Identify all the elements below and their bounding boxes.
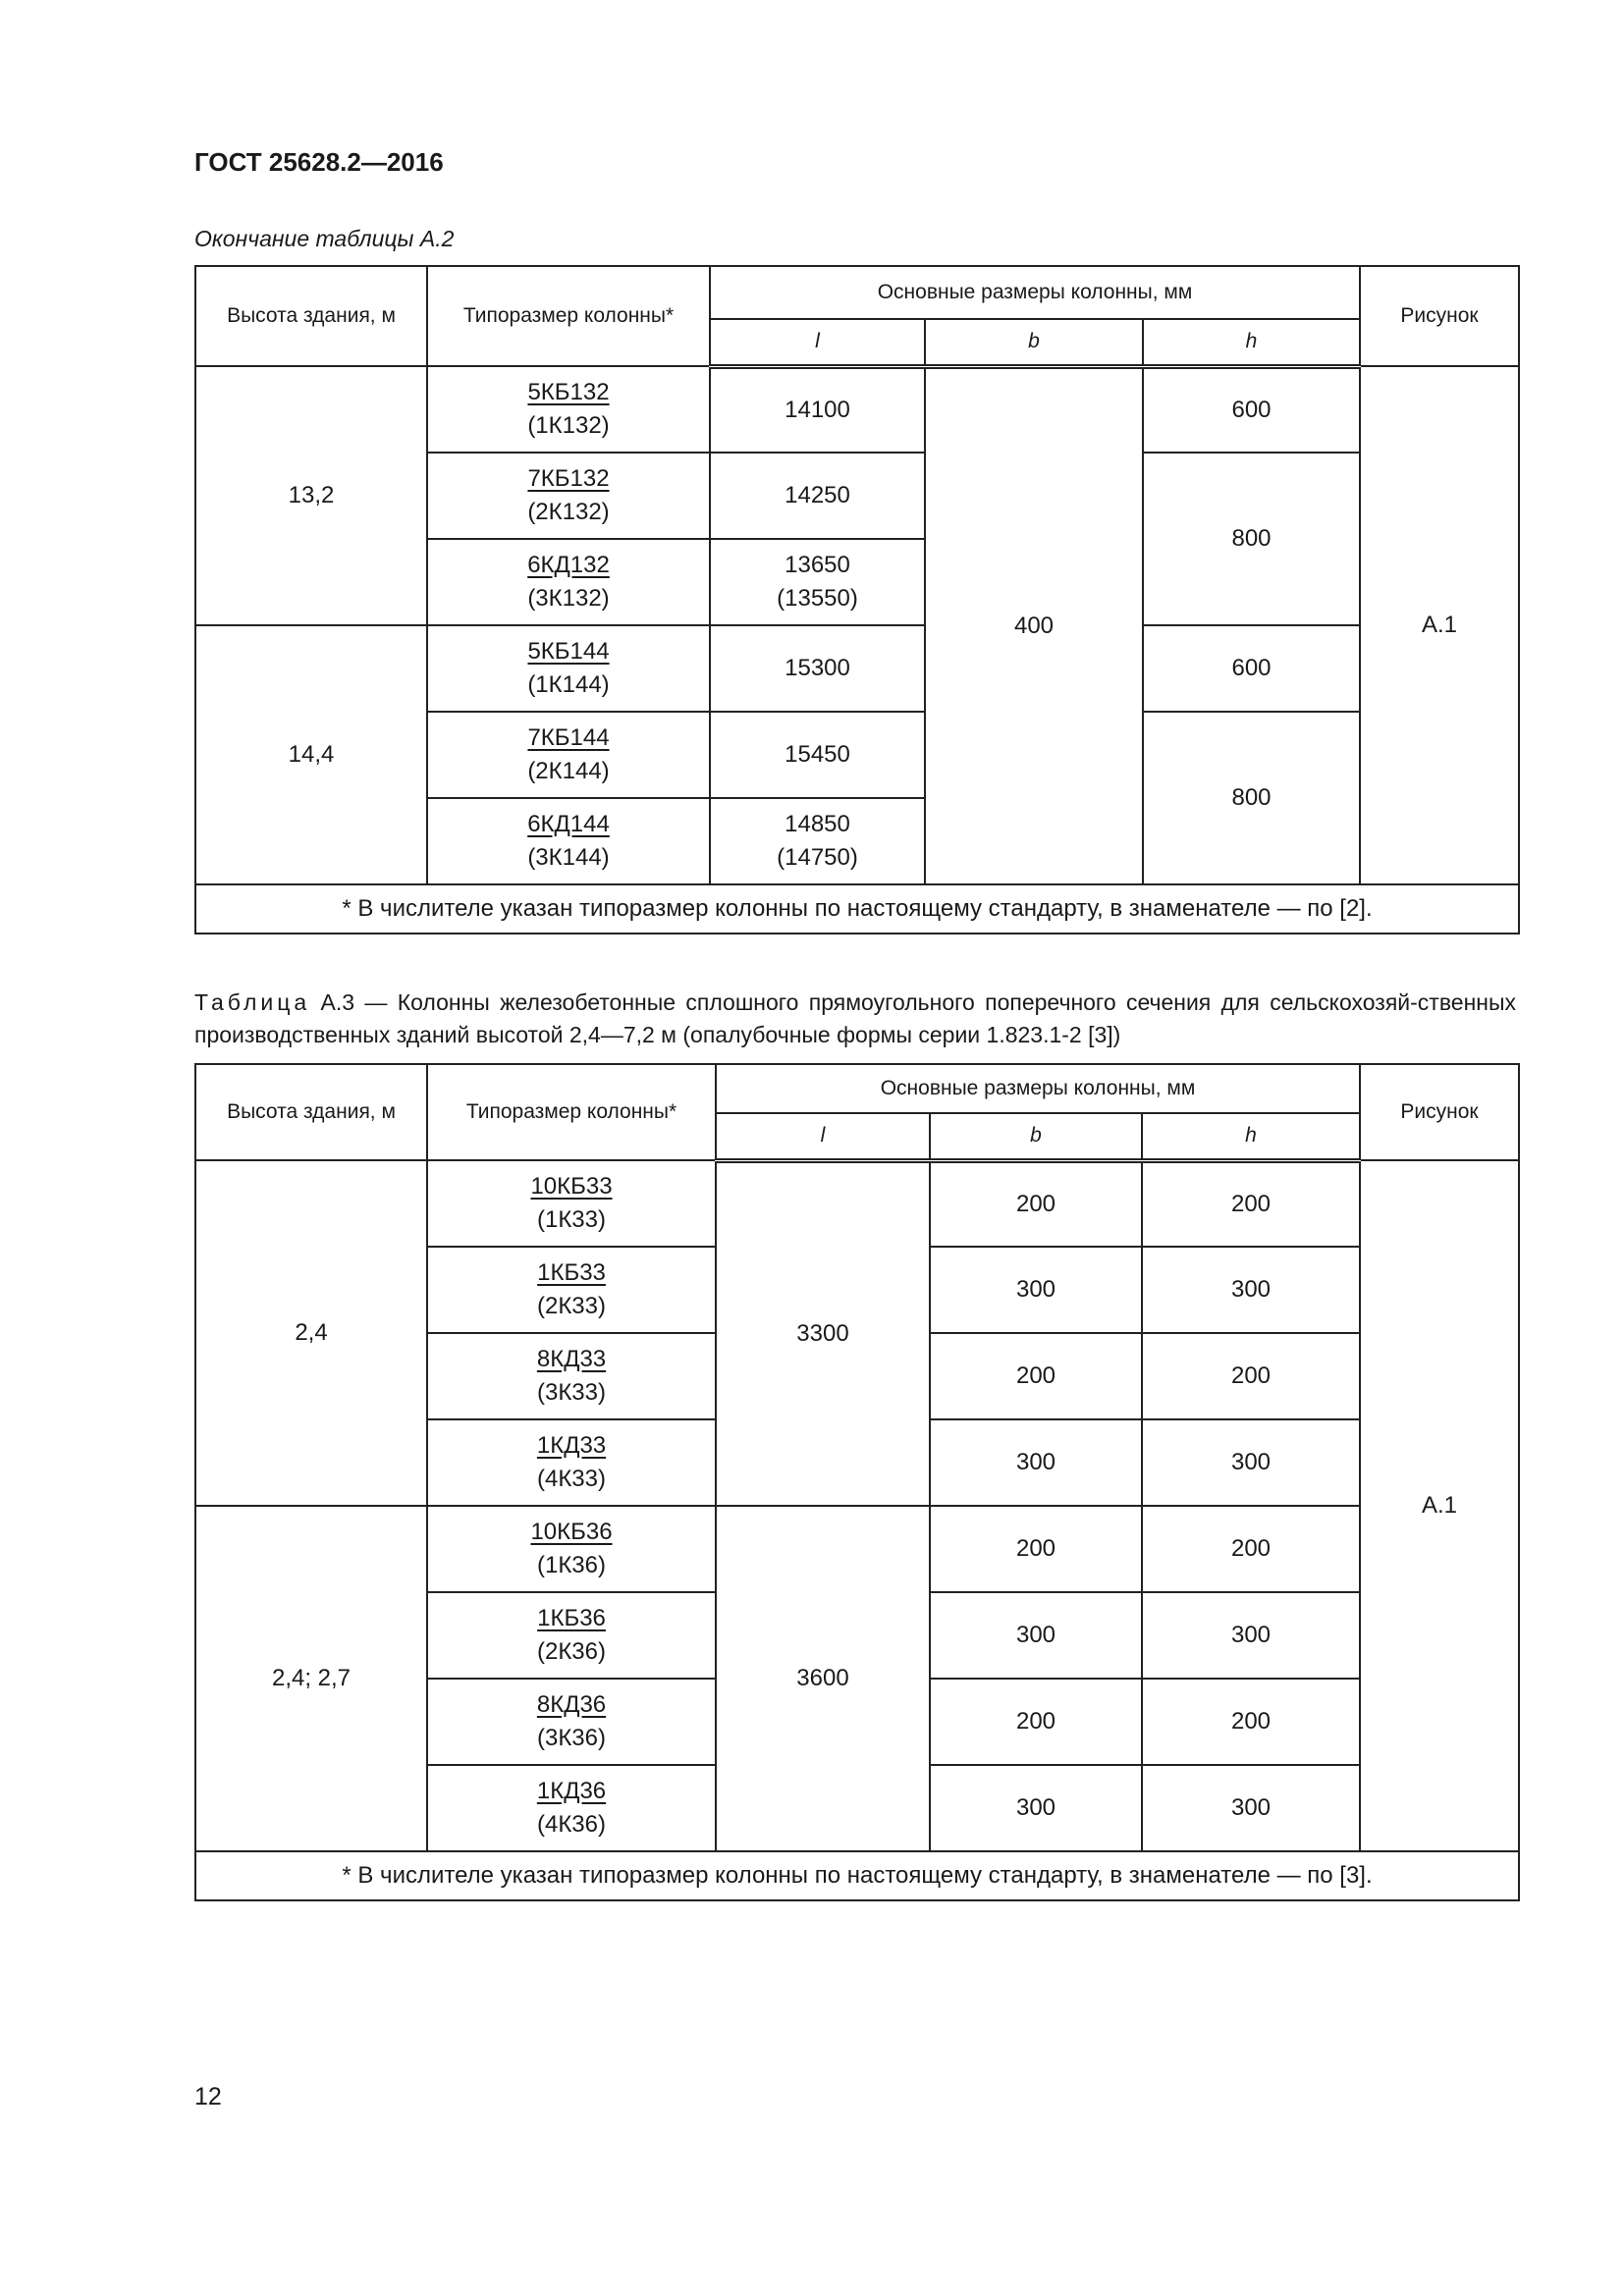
l-cell: 14100 (710, 366, 925, 453)
header-figure: Рисунок (1360, 266, 1519, 366)
h-cell: 300 (1142, 1247, 1360, 1333)
type-denominator: (2К132) (527, 499, 610, 525)
b-cell: 200 (930, 1160, 1142, 1247)
header-h: h (1143, 319, 1360, 366)
type-cell (427, 625, 710, 712)
l-cell: 15450 (710, 712, 925, 798)
b-cell: 400 (925, 366, 1143, 884)
header-h: h (1142, 1113, 1360, 1160)
l-value-alt: (13550) (777, 585, 858, 612)
h-cell: 800 (1143, 712, 1360, 884)
type-numerator: 1КД36 (536, 1778, 607, 1804)
l-cell: 14250 (710, 453, 925, 539)
document-code: ГОСТ 25628.2—2016 (194, 147, 444, 177)
table-row (195, 366, 1519, 453)
l-cell: 15300 (710, 625, 925, 712)
header-height: Высота здания, м (195, 266, 427, 366)
table-a3-title (194, 987, 1516, 1051)
header-dims: Основные размеры колонны, мм (716, 1064, 1360, 1113)
type-denominator: (2К36) (536, 1638, 606, 1665)
table-row (195, 1160, 1519, 1247)
type-cell (427, 1160, 716, 1247)
type-cell (427, 712, 710, 798)
type-denominator: (3К144) (527, 844, 610, 871)
type-cell (427, 1247, 716, 1333)
header-dims: Основные размеры колонны, мм (710, 266, 1360, 319)
header-type: Типоразмер колонны* (427, 266, 710, 366)
l-cell: 3600 (716, 1506, 930, 1851)
h-cell: 600 (1143, 366, 1360, 453)
type-cell (427, 1506, 716, 1592)
type-cell (427, 1679, 716, 1765)
figure-cell: А.1 (1360, 366, 1519, 884)
type-denominator: (1К36) (536, 1552, 606, 1578)
h-cell: 200 (1142, 1160, 1360, 1247)
h-cell: 200 (1142, 1506, 1360, 1592)
figure-cell: А.1 (1360, 1160, 1519, 1851)
h-cell: 800 (1143, 453, 1360, 625)
type-numerator: 7КБ144 (527, 724, 610, 751)
height-cell: 14,4 (195, 625, 427, 884)
table-row (195, 625, 1519, 712)
type-numerator: 1КБ36 (537, 1605, 606, 1631)
table-a3 (194, 1063, 1520, 1901)
header-b: b (925, 319, 1143, 366)
type-denominator: (2К33) (536, 1293, 606, 1319)
header-l: l (710, 319, 925, 366)
type-numerator: 6КД144 (527, 811, 610, 837)
b-cell: 300 (930, 1419, 1142, 1506)
type-numerator: 7КБ132 (527, 465, 610, 492)
type-cell (427, 1333, 716, 1419)
type-numerator: 1КД33 (536, 1432, 607, 1459)
type-cell (427, 539, 710, 625)
type-numerator: 8КД36 (536, 1691, 607, 1718)
h-cell: 600 (1143, 625, 1360, 712)
table-a2 (194, 265, 1520, 934)
l-cell (710, 539, 925, 625)
b-cell: 200 (930, 1333, 1142, 1419)
l-cell (710, 798, 925, 884)
l-cell: 3300 (716, 1160, 930, 1506)
height-cell: 13,2 (195, 366, 427, 625)
height-cell: 2,4; 2,7 (195, 1506, 427, 1851)
type-denominator: (4К33) (536, 1466, 606, 1492)
h-cell: 200 (1142, 1679, 1360, 1765)
header-figure: Рисунок (1360, 1064, 1519, 1160)
type-denominator: (2К144) (527, 758, 610, 784)
b-cell: 300 (930, 1765, 1142, 1851)
header-type: Типоразмер колонны* (427, 1064, 716, 1160)
table-a3-title-text: А.3 — Колонны железобетонные сплошного прямоугольного поперечного сечения для сельскохозяй-ственных производственных зданий высотой 2,4—7,2 м (опалубочные формы серии 1.823.1-2 [3]) (194, 989, 1516, 1047)
l-value: 13650 (785, 552, 850, 578)
type-denominator: (3К36) (536, 1725, 606, 1751)
l-value: 14850 (785, 811, 850, 837)
b-cell: 200 (930, 1679, 1142, 1765)
table-row (195, 1506, 1519, 1592)
h-cell: 300 (1142, 1592, 1360, 1679)
h-cell: 200 (1142, 1333, 1360, 1419)
header-height: Высота здания, м (195, 1064, 427, 1160)
type-denominator: (3К33) (536, 1379, 606, 1406)
page-number: 12 (194, 2083, 222, 2110)
type-numerator: 10КБ36 (530, 1519, 613, 1545)
header-b: b (930, 1113, 1142, 1160)
b-cell: 200 (930, 1506, 1142, 1592)
height-cell: 2,4 (195, 1160, 427, 1506)
type-numerator: 1КБ33 (537, 1259, 606, 1286)
type-denominator: (3К132) (527, 585, 610, 612)
type-denominator: (1К144) (527, 671, 610, 698)
type-numerator: 8КД33 (536, 1346, 607, 1372)
b-cell: 300 (930, 1247, 1142, 1333)
header-l: l (716, 1113, 930, 1160)
type-denominator: (4К36) (536, 1811, 606, 1838)
table-a3-title-prefix: Таблица (194, 989, 311, 1015)
type-cell (427, 1765, 716, 1851)
b-cell: 300 (930, 1592, 1142, 1679)
type-cell (427, 1419, 716, 1506)
h-cell: 300 (1142, 1419, 1360, 1506)
type-denominator: (1К33) (536, 1206, 606, 1233)
table-a3-footnote: * В числителе указан типоразмер колонны по настоящему стандарту, в знаменателе — по [3]. (195, 1851, 1519, 1900)
type-numerator: 6КД132 (527, 552, 610, 578)
table-a2-caption: Окончание таблицы А.2 (194, 226, 455, 251)
type-cell (427, 1592, 716, 1679)
type-cell (427, 366, 710, 453)
type-numerator: 10КБ33 (530, 1173, 613, 1200)
type-numerator: 5КБ144 (527, 638, 610, 665)
type-cell (427, 453, 710, 539)
type-denominator: (1К132) (527, 412, 610, 439)
l-value-alt: (14750) (777, 844, 858, 871)
h-cell: 300 (1142, 1765, 1360, 1851)
table-a2-footnote: * В числителе указан типоразмер колонны по настоящему стандарту, в знаменателе — по [2]. (195, 884, 1519, 934)
type-numerator: 5КБ132 (527, 379, 610, 405)
type-cell (427, 798, 710, 884)
